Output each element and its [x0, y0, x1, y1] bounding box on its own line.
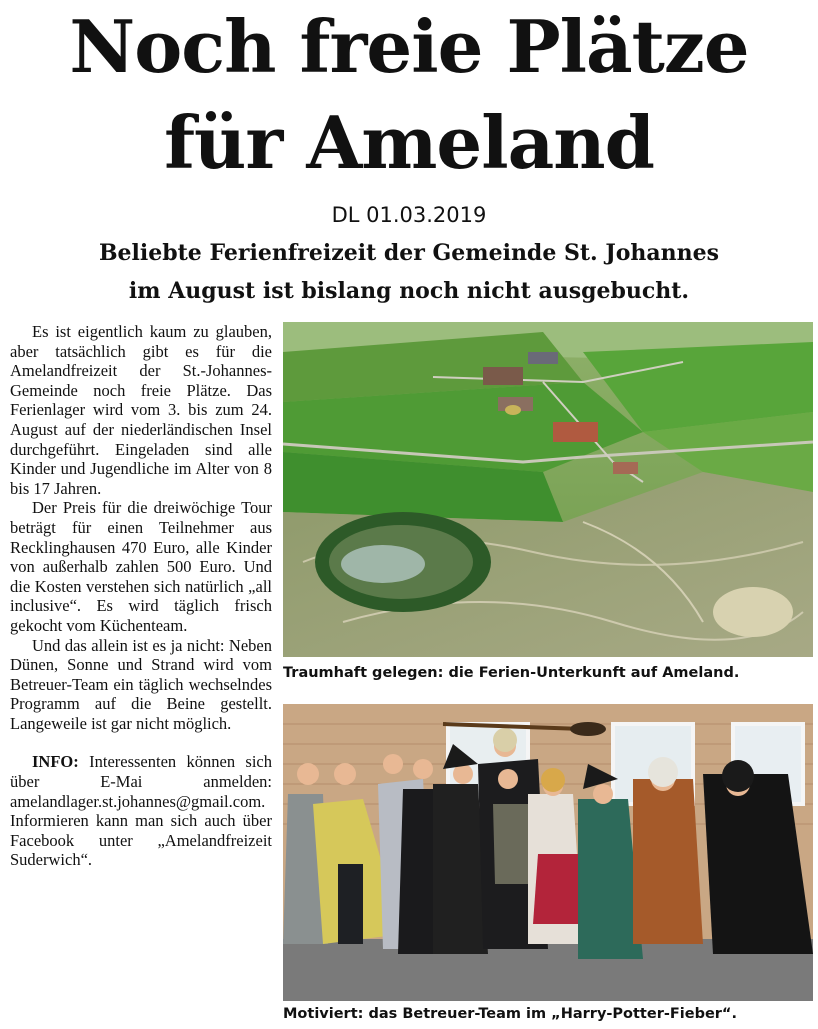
- article-paragraph-3: Und das allein ist es ja nicht: Neben Dünen, Sonne und Strand wird vom Betreuer-Team ein täglich wechselndes Programm auf die Beine gestellt. Langeweile ist gar nicht möglich.: [10, 635, 272, 733]
- aerial-photo: [283, 322, 813, 657]
- headline-line-1: Noch freie Plätze: [69, 4, 749, 89]
- team-photo: [283, 704, 813, 1001]
- article-paragraph-1: Es ist eigentlich kaum zu glauben, aber tatsächlich gibt es für die Amelandfreizeit der St.-Johannes-Gemeinde noch freie Plätze. Das Ferienlager wird vom 3. bis zum 24. August auf der niederländischen Insel durchgeführt. Eingeladen sind alle Kinder und Jugendliche im Alter von 8 bis 17 Jahren.: [10, 322, 272, 498]
- article-body: [10, 322, 272, 1022]
- subheadline-line-2: im August ist bislang noch nicht ausgebucht.: [128, 278, 690, 304]
- dateline: DL 01.03.2019: [331, 203, 487, 227]
- team-photo-caption: Motiviert: das Betreuer-Team im „Harry-Potter-Fieber“.: [283, 1006, 737, 1022]
- info-label: INFO:: [32, 752, 79, 772]
- headline-line-2: für Ameland: [164, 100, 654, 185]
- subheadline-line-1: Beliebte Ferienfreizeit der Gemeinde St. Johannes: [98, 240, 720, 266]
- aerial-photo-caption: Traumhaft gelegen: die Ferien-Unterkunft auf Ameland.: [283, 665, 740, 681]
- info-paragraph: [10, 752, 272, 870]
- info-text: Interessenten können sich über E-Mai anmelden: amelandlager.st.johannes@gmail.com. Informieren kann man sich auch über Facebook unter „Amelandfreizeit Suderwich“.: [10, 752, 273, 870]
- article-paragraph-2: Der Preis für die dreiwöchige Tour beträgt für einen Teilnehmer aus Recklinghausen 470 Euro, alle Kinder von außerhalb zahlen 500 Euro. Und die Kosten verstehen sich natürlich „all inclusive“. Es wird täglich frisch gekocht vom Küchenteam.: [10, 498, 272, 635]
